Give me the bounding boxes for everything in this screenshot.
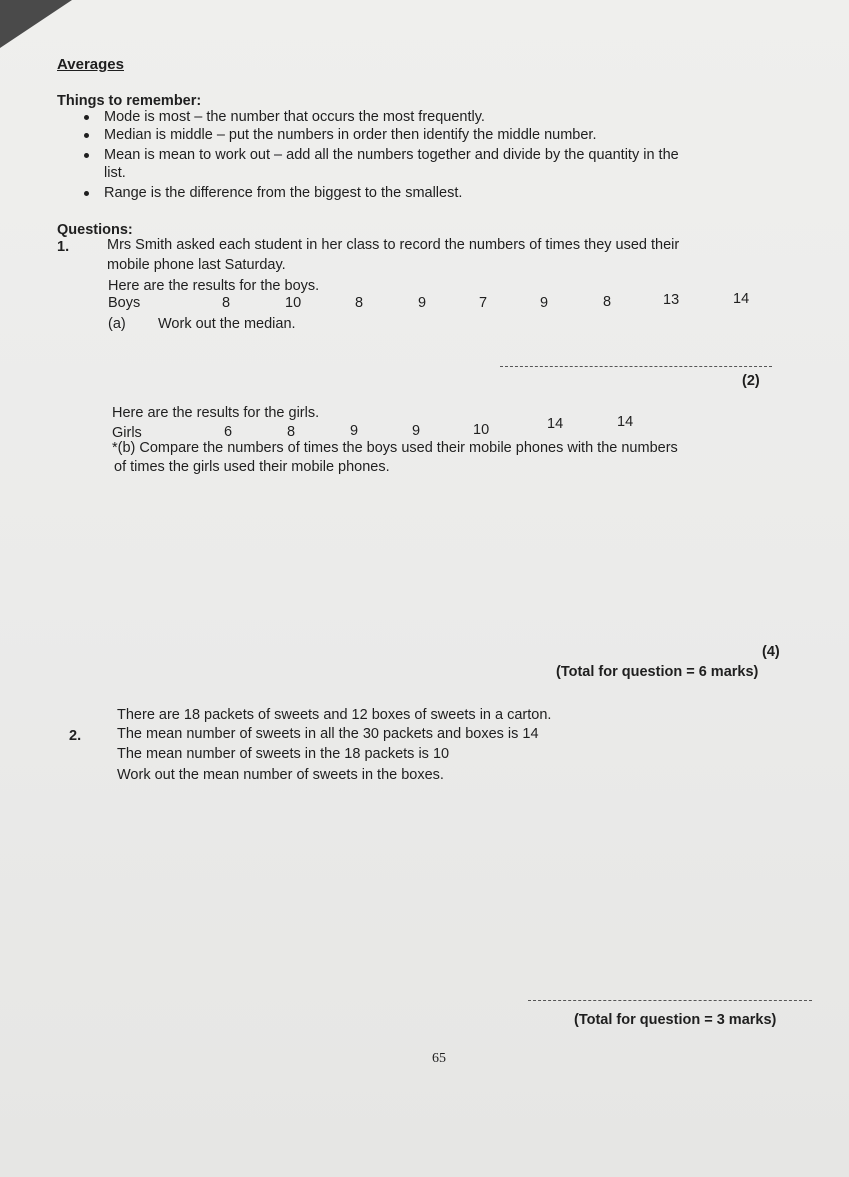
boys-value: 9 bbox=[418, 295, 427, 311]
page-number: 65 bbox=[432, 1051, 446, 1066]
part-a-marks: (2) bbox=[742, 373, 760, 389]
part-a-text: Work out the median. bbox=[158, 316, 296, 332]
part-b-line1: *(b) Compare the numbers of times the boys used their mobile phones with the numbers bbox=[112, 440, 678, 456]
girls-value: 8 bbox=[287, 424, 296, 440]
girls-label: Girls bbox=[112, 425, 142, 441]
q1-total: (Total for question = 6 marks) bbox=[556, 664, 759, 680]
q2-line2: The mean number of sweets in all the 30 packets and boxes is 14 bbox=[117, 726, 539, 742]
boys-value: 7 bbox=[479, 295, 488, 311]
q1-line1: Mrs Smith asked each student in her class to record the numbers of times they used their bbox=[107, 237, 680, 253]
boys-label: Boys bbox=[108, 295, 141, 311]
part-b-marks: (4) bbox=[762, 644, 780, 660]
boys-value: 8 bbox=[355, 295, 364, 311]
bullet-dot bbox=[84, 133, 89, 138]
bullet-dot bbox=[84, 153, 89, 158]
girls-intro: Here are the results for the girls. bbox=[112, 405, 320, 421]
page-title: Averages bbox=[57, 56, 124, 73]
q2-line4: Work out the mean number of sweets in the boxes. bbox=[117, 767, 444, 783]
q2-number: 2. bbox=[69, 728, 82, 744]
bullet-mode: Mode is most – the number that occurs the most frequently. bbox=[104, 109, 485, 125]
answer-line bbox=[500, 366, 772, 367]
bullet-dot bbox=[84, 115, 89, 120]
boys-value: 10 bbox=[285, 295, 302, 311]
boys-value: 8 bbox=[603, 294, 612, 310]
q2-line3: The mean number of sweets in the 18 packets is 10 bbox=[117, 746, 450, 762]
remember-heading: Things to remember: bbox=[57, 93, 202, 109]
bullet-median: Median is middle – put the numbers in order then identify the middle number. bbox=[104, 127, 597, 143]
q2-line1: There are 18 packets of sweets and 12 boxes of sweets in a carton. bbox=[117, 707, 552, 723]
q1-line2: mobile phone last Saturday. bbox=[107, 257, 286, 273]
bullet-range: Range is the difference from the biggest to the smallest. bbox=[104, 185, 463, 201]
girls-value: 14 bbox=[547, 416, 564, 432]
girls-value: 9 bbox=[412, 423, 421, 439]
boys-intro: Here are the results for the boys. bbox=[108, 278, 320, 294]
girls-value: 14 bbox=[617, 414, 634, 430]
questions-heading: Questions: bbox=[57, 222, 133, 238]
bullet-dot bbox=[84, 191, 89, 196]
boys-value: 14 bbox=[733, 291, 750, 307]
part-a-label: (a) bbox=[108, 316, 126, 332]
q1-number: 1. bbox=[57, 239, 70, 255]
girls-value: 9 bbox=[350, 423, 359, 439]
boys-value: 13 bbox=[663, 292, 680, 308]
q2-total: (Total for question = 3 marks) bbox=[574, 1012, 777, 1028]
bullet-mean-cont: list. bbox=[104, 165, 126, 181]
part-b-line2: of times the girls used their mobile phones. bbox=[114, 459, 390, 475]
answer-line bbox=[528, 1000, 812, 1001]
boys-value: 9 bbox=[540, 295, 549, 311]
girls-value: 6 bbox=[224, 424, 233, 440]
girls-value: 10 bbox=[473, 422, 490, 438]
bullet-mean: Mean is mean to work out – add all the numbers together and divide by the quantity in the bbox=[104, 147, 679, 163]
page-corner-shadow bbox=[0, 0, 72, 48]
boys-value: 8 bbox=[222, 295, 231, 311]
